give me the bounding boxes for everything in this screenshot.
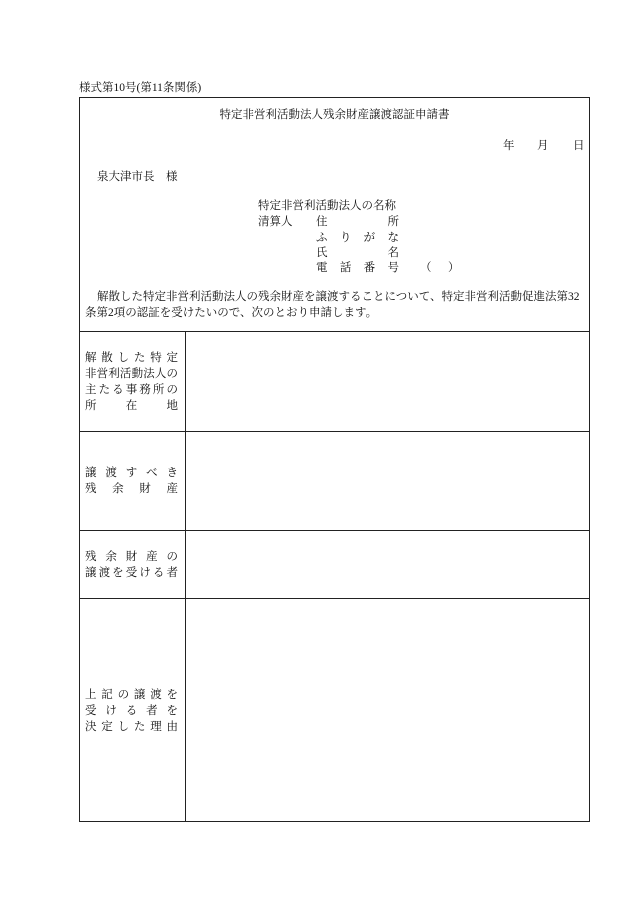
phone-paren-open: （ [420, 262, 432, 274]
label-glyph: 在 [125, 399, 138, 412]
label-glyph: 譲 [85, 467, 97, 479]
furigana-label [316, 230, 399, 246]
row-label-line [85, 350, 178, 366]
row-label-cell [79, 599, 186, 822]
label-glyph: 財 [139, 483, 151, 495]
name-label [316, 245, 399, 261]
label-glyph: 決 [85, 720, 97, 733]
liquidator-label: 清算人 [258, 216, 293, 228]
label-glyph: の [166, 367, 178, 380]
label-glyph: 記 [101, 688, 113, 701]
label-glyph: の [117, 688, 130, 701]
label-glyph: た [133, 720, 146, 733]
row-label-line [85, 366, 178, 382]
label-glyph: す [125, 467, 138, 479]
label-glyph: し [117, 351, 130, 364]
label-glyph: け [139, 566, 151, 579]
label-glyph: 受 [85, 704, 97, 717]
statement-line-2: 条第2項の認証を受けたいので、次のとおり申請します。 [85, 307, 378, 319]
label-glyph: る [152, 566, 165, 579]
label-glyph: 残 [85, 550, 97, 563]
label-glyph: た [98, 383, 111, 396]
label-glyph: け [105, 704, 117, 717]
label-glyph: 所 [387, 216, 399, 228]
label-glyph: 定 [101, 720, 113, 733]
row-value-cell [186, 432, 590, 530]
label-glyph: 上 [85, 688, 97, 701]
table-row-residual-assets [79, 432, 590, 531]
label-glyph: 活 [119, 367, 132, 380]
application-table [79, 331, 590, 822]
label-glyph: 譲 [133, 688, 146, 701]
label-glyph: 主 [85, 383, 97, 396]
row-label-cell [79, 332, 186, 431]
row-label-line [85, 703, 178, 719]
row-label-line [85, 549, 178, 565]
label-glyph: 人 [154, 367, 167, 380]
label-glyph: 氏 [316, 247, 328, 259]
row-label-line [85, 481, 178, 497]
label-glyph: 由 [166, 720, 178, 733]
label-glyph: り [339, 232, 352, 244]
label-glyph: 解 [85, 351, 97, 364]
label-glyph: 地 [166, 399, 178, 412]
row-label-line [85, 687, 178, 703]
label-glyph: し [117, 720, 130, 733]
date-month-label: 月 [537, 140, 549, 152]
org-name-label: 特定非営利活動法人の名称 [258, 200, 396, 212]
label-glyph: 渡 [98, 566, 111, 579]
label-glyph: き [166, 467, 178, 479]
label-glyph: 法 [143, 367, 155, 380]
label-glyph: を [166, 688, 178, 701]
label-glyph: 所 [152, 383, 165, 396]
label-glyph: 番 [363, 262, 376, 274]
row-label-line [85, 465, 178, 481]
label-glyph: 産 [146, 550, 158, 563]
label-glyph: 理 [150, 720, 162, 733]
table-row-reason [79, 599, 590, 822]
label-glyph: ふ [316, 232, 328, 244]
label-glyph: 渡 [105, 467, 117, 479]
label-glyph: る [125, 704, 138, 717]
phone-label [316, 260, 399, 276]
label-glyph: 残 [85, 483, 97, 495]
label-glyph: 者 [166, 566, 178, 579]
table-row-office-location [79, 332, 590, 432]
label-glyph: を [112, 566, 124, 579]
label-glyph: 定 [166, 351, 178, 364]
label-glyph: 産 [166, 483, 178, 495]
label-glyph: 名 [387, 247, 399, 259]
date-day-label: 日 [573, 140, 585, 152]
label-glyph: 非 [85, 367, 97, 380]
date-year-label: 年 [503, 140, 515, 152]
document-title: 特定非営利活動法人残余財産譲渡認証申請書 [219, 109, 450, 121]
label-glyph: 営 [96, 367, 109, 380]
label-glyph: 渡 [150, 688, 162, 701]
label-glyph: が [363, 232, 376, 244]
label-glyph: 余 [112, 483, 124, 495]
address-label [316, 214, 399, 230]
label-glyph: 者 [146, 704, 158, 717]
label-glyph: 受 [125, 566, 138, 579]
label-glyph: 務 [139, 383, 151, 396]
row-value-cell [186, 599, 590, 822]
row-label-line [85, 398, 178, 414]
label-glyph: 散 [101, 351, 113, 364]
label-glyph: 電 [316, 262, 328, 274]
label-glyph: 動 [131, 367, 144, 380]
row-label-line [85, 382, 178, 398]
label-glyph: べ [146, 467, 158, 479]
row-label-cell [79, 432, 186, 530]
table-row-transferee [79, 531, 590, 599]
row-value-cell [186, 531, 590, 598]
label-glyph: た [133, 351, 146, 364]
label-glyph: 事 [125, 383, 138, 396]
label-glyph: 所 [85, 399, 97, 412]
statement-line-1: 解散した特定非営利活動法人の残余財産を譲渡することについて、特定非営利活動促進法第32 [97, 291, 580, 303]
label-glyph: 利 [108, 367, 120, 380]
label-glyph: 号 [387, 262, 399, 274]
label-glyph: の [166, 383, 178, 396]
row-label-line [85, 719, 178, 735]
label-glyph: を [166, 704, 178, 717]
form-number: 様式第10号(第11条関係) [79, 82, 202, 94]
label-glyph: 余 [105, 550, 117, 563]
label-glyph: 話 [339, 262, 352, 274]
label-glyph: 特 [150, 351, 162, 364]
label-glyph: 住 [316, 216, 328, 228]
label-glyph: 財 [125, 550, 138, 563]
row-value-cell [186, 332, 590, 431]
row-label-cell [79, 531, 186, 598]
label-glyph: な [387, 232, 399, 244]
addressee: 泉大津市長 様 [97, 171, 178, 183]
label-glyph: る [112, 383, 124, 396]
row-label-line [85, 565, 178, 581]
label-glyph: 譲 [85, 566, 97, 579]
phone-paren-close: ） [448, 262, 460, 274]
label-glyph: の [166, 550, 178, 563]
